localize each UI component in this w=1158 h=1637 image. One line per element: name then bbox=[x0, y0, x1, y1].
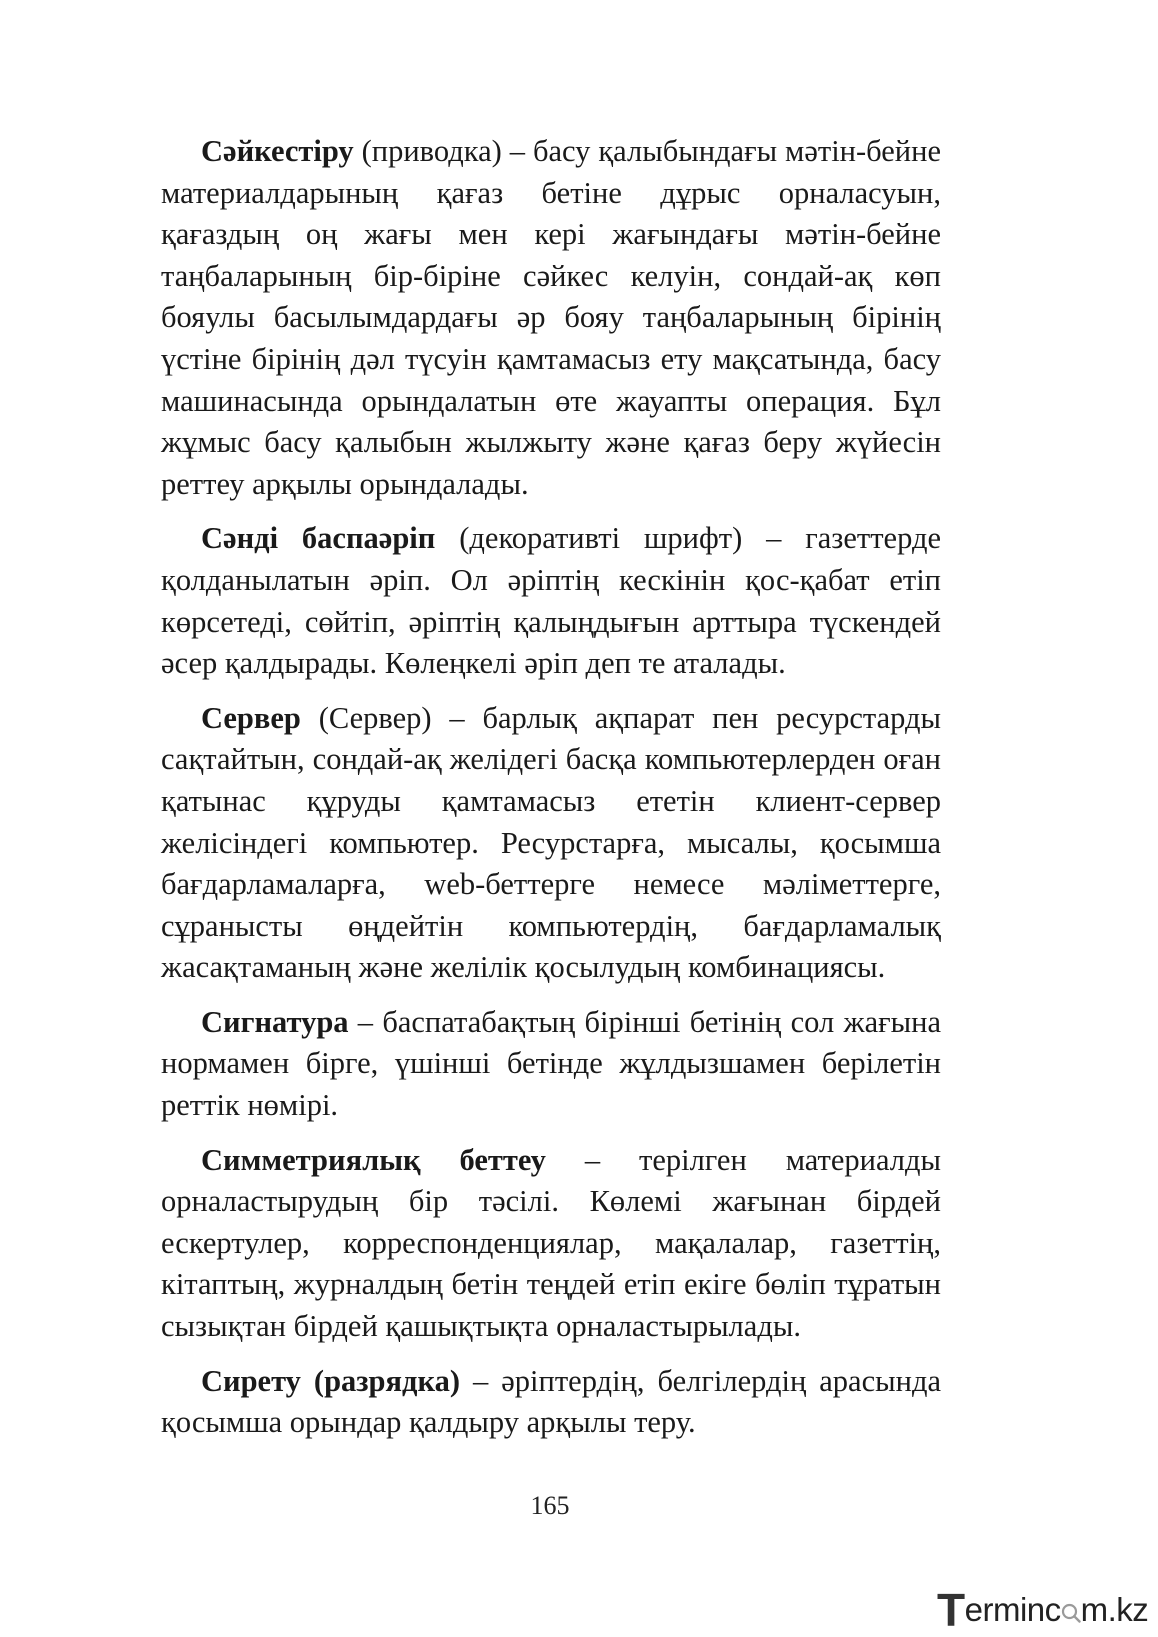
search-icon bbox=[1061, 1593, 1081, 1613]
entry-server bbox=[161, 698, 941, 989]
entry-siretu bbox=[161, 1361, 941, 1444]
entry-definition: – баспатабақтың бірінші бетінің сол жағына нормамен бірге, үшінші бетінде жұлдызшамен берілетін реттік нөмірі. bbox=[161, 1004, 941, 1123]
entry-term: Симметриялық беттеу bbox=[201, 1142, 546, 1177]
page-number: 165 bbox=[530, 1491, 570, 1520]
entry-definition: – әріптердің, белгілердің арасында қосымша орындар қалдыру арқылы теру. bbox=[161, 1363, 942, 1440]
entry-definition: (приводка) – басу қалыбындағы мәтін-бейне материалдарының қағаз бетіне дұрыс орналасуын, қағаздың оң жағы мен кері жағындағы мәтін-бейне таңбаларының бір-біріне сәйкес келуін, сондай-ақ көп бояулы басылымдардағы әр бояу таңбаларының бірінің үстіне бірінің дәл түсуін қамтамасыз ету мақсатында, басу машинасында орындалатын өте жауапты операция. Бұл жұмыс басу қалыбын жылжыту және қағаз беру жүйесін реттеу арқылы орындалады. bbox=[161, 134, 941, 501]
entry-term: Сервер bbox=[201, 700, 301, 735]
watermark-initial: T bbox=[937, 1584, 965, 1636]
entry-term: Сирету (разрядка) bbox=[201, 1363, 460, 1398]
entry-simmetriialyq-bettey bbox=[161, 1140, 941, 1348]
entry-definition: – терілген материалды орналастырудың бір тәсілі. Көлемі жағынан бірдей ескертулер, корреспонденциялар, мақалалар, газеттің, кітаптың, журналдың бетін теңдей етіп екіге бөліп тұратын сызықтан бірдей қашықтықта орналастырылады. bbox=[161, 1142, 942, 1344]
entry-definition: (декоративті шрифт) – газеттерде қолданылатын әріп. Ол әріптің кескінін қос-қабат етіп көрсетеді, сөйтіп, әріптің қалыңдығын арттыра түскендей әсер қалдырады. Көлеңкелі әріп деп те аталады. bbox=[161, 521, 941, 681]
entry-sandi-baspaarip bbox=[161, 518, 941, 684]
entry-definition: (Сервер) – барлық ақпарат пен ресурстарды сақтайтын, сондай-ақ желідегі басқа компьютерлерден оған қатынас құруды қамтамасыз ететін клиент-сервер желісіндегі компьютер. Ресурстарға, мысалы, қосымша бағдарламаларға, web-беттерге немесе мәліметтерге, сұранысты өңдейтін компьютердің, бағдарламалық жасақтаманың және желілік қосылудың комбинациясы. bbox=[161, 700, 941, 985]
entry-saikestiru bbox=[161, 131, 941, 505]
entry-term: Сигнатура bbox=[201, 1004, 349, 1039]
watermark-text-middle: erminc bbox=[964, 1591, 1061, 1628]
entry-term: Сәйкестіру bbox=[201, 134, 354, 168]
entry-term: Сәнді баспаәріп bbox=[201, 521, 436, 556]
watermark-text-end: m.kz bbox=[1080, 1591, 1149, 1628]
entry-signatura bbox=[161, 1002, 941, 1127]
termincom-watermark-logo bbox=[937, 1578, 1149, 1636]
page-text bbox=[161, 131, 941, 1457]
